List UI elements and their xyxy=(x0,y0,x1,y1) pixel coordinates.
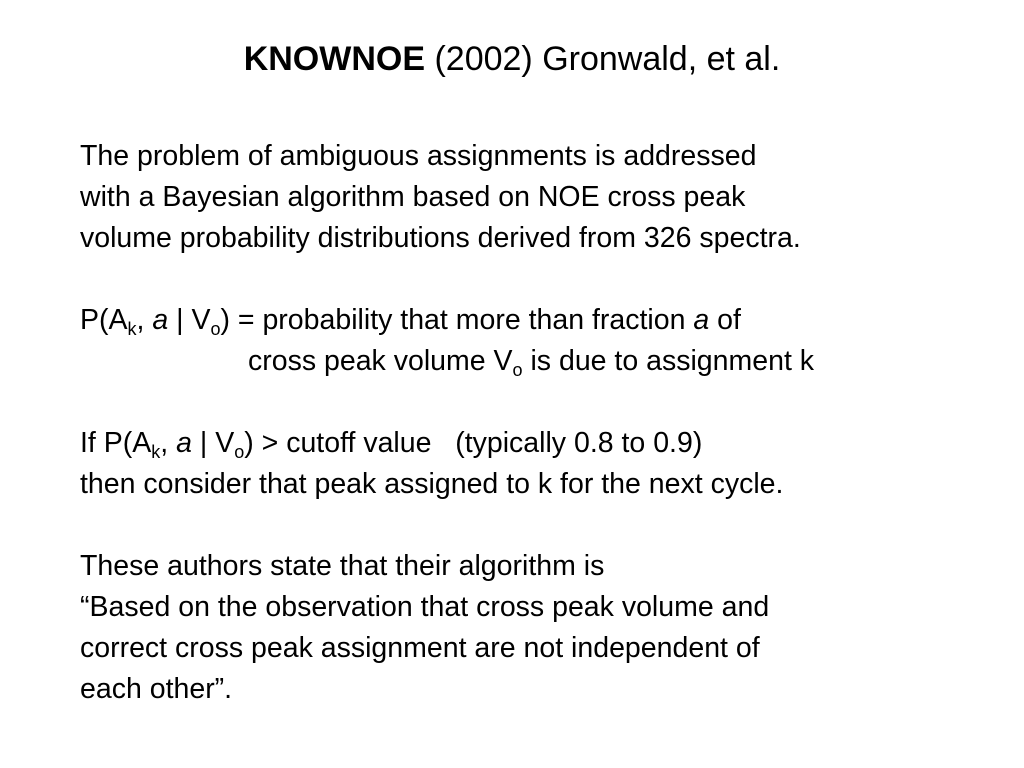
definition-end: of xyxy=(709,304,741,336)
definition-after: ) = probability that more than fraction xyxy=(220,304,694,336)
definition-sub-k: k xyxy=(127,319,137,339)
definition-bar-v: | V xyxy=(168,304,211,336)
quote-line2: “Based on the observation that cross peak volume and xyxy=(80,591,770,623)
definition-line2-sub: o xyxy=(512,360,523,380)
rule-a-italic: a xyxy=(176,427,192,459)
spacer xyxy=(80,505,1000,546)
quote-line4: each other”. xyxy=(80,673,233,705)
rule-comma: , xyxy=(160,427,177,459)
rule-bar-v: | V xyxy=(191,427,235,459)
para1-line2: with a Bayesian algorithm based on NOE cross peak xyxy=(80,181,746,213)
rule-sub-k: k xyxy=(151,442,161,462)
title-name: KNOWNOE xyxy=(243,40,426,78)
title-citation: (2002) Gronwald, et al. xyxy=(425,40,781,78)
slide-body xyxy=(80,136,1000,710)
rule-sub-o: o xyxy=(234,442,245,462)
para1-line3: volume probability distributions derived from 326 spectra. xyxy=(80,222,801,254)
definition-a-italic: a xyxy=(152,304,169,336)
rule-after: ) > cutoff value (typically 0.8 to 0.9) xyxy=(244,427,703,459)
spacer xyxy=(80,382,1000,423)
rule-line2: then consider that peak assigned to k for the next cycle. xyxy=(80,468,784,500)
quote-line3: correct cross peak assignment are not independent of xyxy=(80,632,760,664)
definition-line2-end: is due to assignment k xyxy=(522,345,815,377)
definition-p-open: P(A xyxy=(80,304,128,336)
definition-line1 xyxy=(80,300,1000,341)
definition-line2-start: cross peak volume V xyxy=(248,345,513,377)
definition-comma: , xyxy=(136,304,153,336)
rule-line1 xyxy=(80,423,1000,464)
slide-title xyxy=(0,37,1024,81)
quote-line1: These authors state that their algorithm is xyxy=(80,550,605,582)
definition-line2 xyxy=(80,341,1000,382)
para1-line1: The problem of ambiguous assignments is addressed xyxy=(80,140,757,172)
definition-a2-italic: a xyxy=(693,304,710,336)
rule-p-open: If P(A xyxy=(80,427,152,459)
definition-sub-o: o xyxy=(210,319,221,339)
spacer xyxy=(80,259,1000,300)
